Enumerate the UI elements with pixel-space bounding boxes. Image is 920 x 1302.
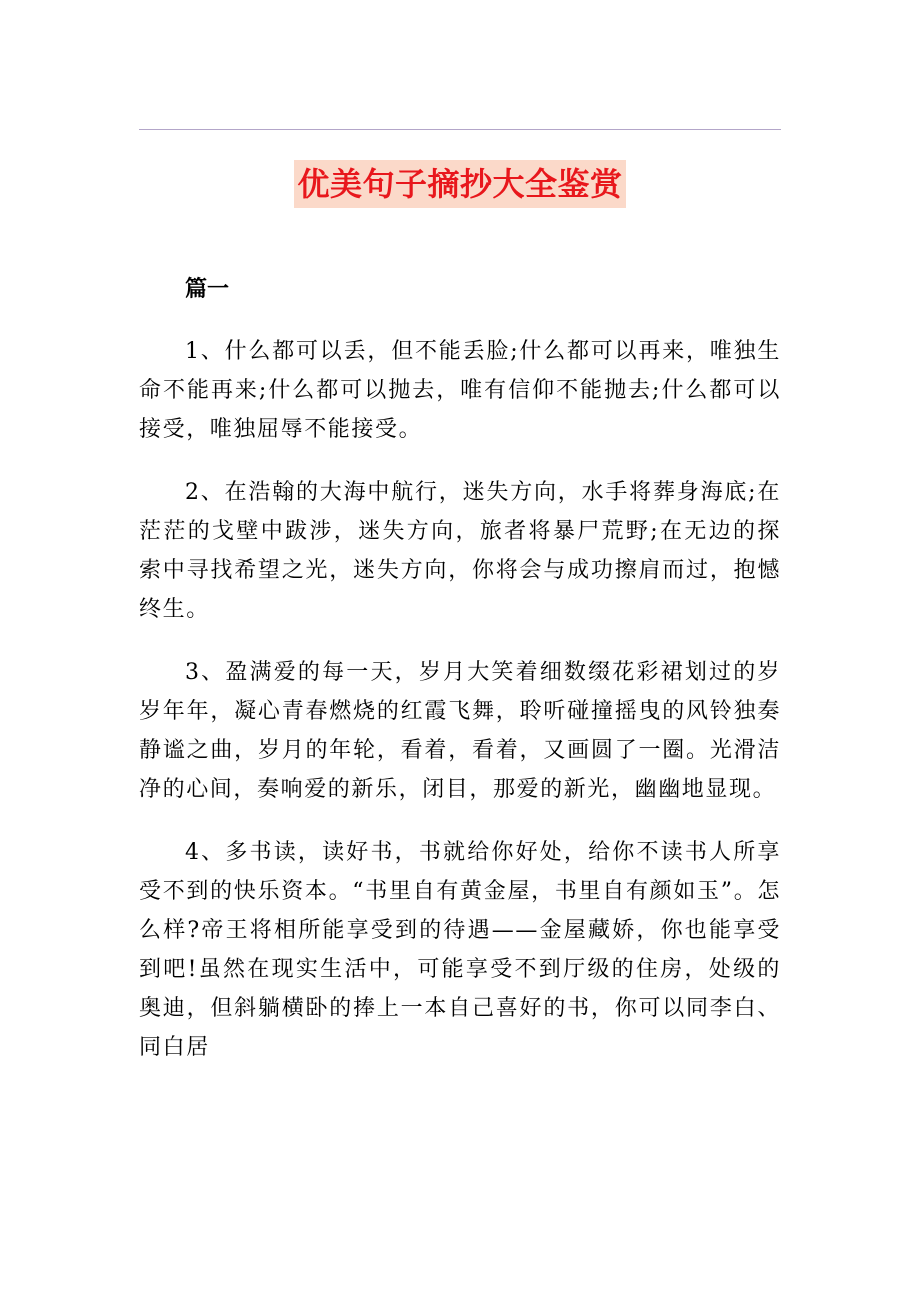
section-heading: 篇一 xyxy=(185,276,230,302)
header-rule xyxy=(139,129,781,130)
paragraph-1: 1、什么都可以丢，但不能丢脸;什么都可以再来，唯独生命不能再来;什么都可以抛去，唯有信仰不能抛去;什么都可以接受，唯独屈辱不能接受。 xyxy=(139,339,781,442)
paragraph-3: 3、盈满爱的每一天，岁月大笑着细数缀花彩裙划过的岁岁年年，凝心青春燃烧的红霞飞舞，聆听碰撞摇曳的风铃独奏静谧之曲，岁月的年轮，看着，看着，又画圆了一圈。光滑洁净的心间，奏响爱的新乐，闭目，那爱的新光，幽幽地显现。 xyxy=(139,660,781,802)
document-body xyxy=(139,270,781,1091)
paragraph-4: 4、多书读，读好书，书就给你好处，给你不读书人所享受不到的快乐资本。“书里自有黄金屋，书里自有颜如玉”。怎么样?帝王将相所能享受到的待遇——金屋藏娇，你也能享受到吧!虽然在现实生活中，可能享受不到厅级的住房，处级的奥迪，但斜躺横卧的捧上一本自己喜好的书，你可以同李白、同白居 xyxy=(139,840,781,1060)
paragraph-2: 2、在浩翰的大海中航行，迷失方向，水手将葬身海底;在茫茫的戈壁中跋涉，迷失方向，旅者将暴尸荒野;在无边的探索中寻找希望之光，迷失方向，你将会与成功擦肩而过，抱憾终生。 xyxy=(139,480,781,622)
document-title: 优美句子摘抄大全鉴赏 xyxy=(294,160,625,208)
title-container xyxy=(0,160,920,208)
